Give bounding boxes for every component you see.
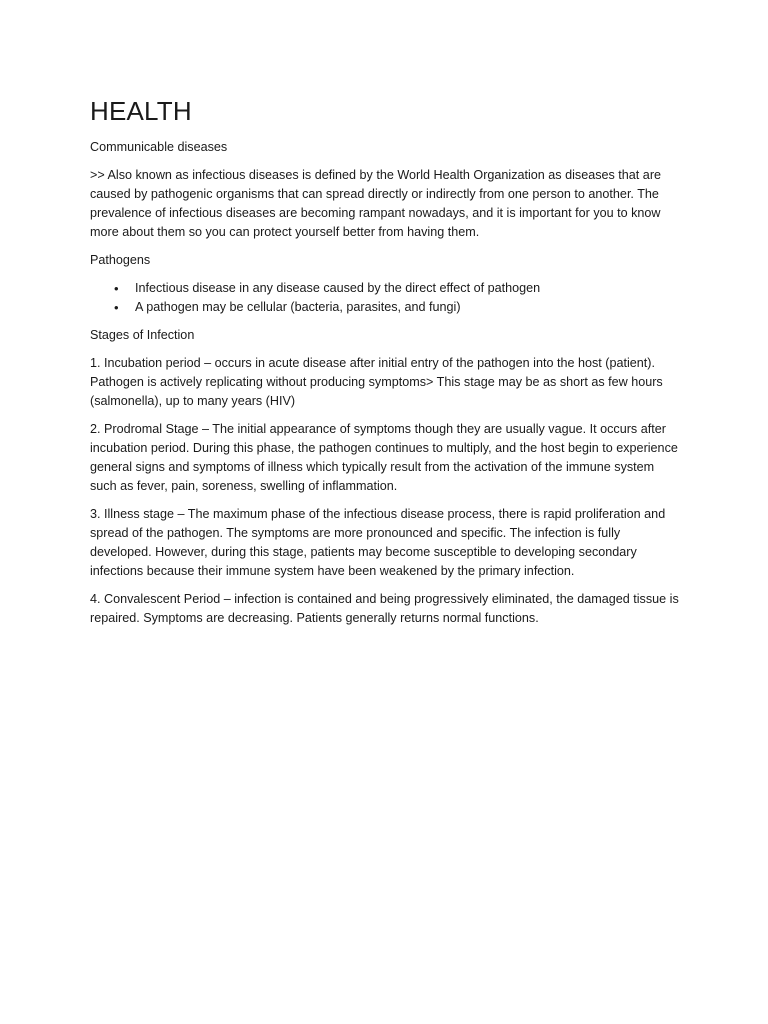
section-heading-stages: Stages of Infection [90,328,195,342]
list-item: • A pathogen may be cellular (bacteria, parasites, and fungi) [135,298,680,317]
stage-convalescent-paragraph: 4. Convalescent Period – infection is contained and being progressively eliminated, the damaged tissue is repaired. Symptoms are decreasing. Patients generally returns normal functions. [90,592,679,625]
pathogens-bullet-list [90,279,680,317]
section-heading-pathogens: Pathogens [90,253,151,267]
stage-prodromal-paragraph: 2. Prodromal Stage – The initial appearance of symptoms though they are usually vague. It occurs after incubation period. During this phase, the pathogen continues to multiply, and the host begin to experience general signs and symptoms of illness which typically result from the activation of the immune system such as fever, pain, soreness, swelling of inflammation. [90,422,678,493]
stage-incubation-paragraph: 1. Incubation period – occurs in acute disease after initial entry of the pathogen into the host (patient). Pathogen is actively replicating without producing symptoms> This stage may be as short as few hours (salmonella), up to many years (HIV) [90,356,663,408]
document-page [90,96,680,637]
document-title: HEALTH [90,96,192,126]
section-heading-communicable: Communicable diseases [90,140,228,154]
list-item: • Infectious disease in any disease caused by the direct effect of pathogen [135,279,680,298]
stage-illness-paragraph: 3. Illness stage – The maximum phase of the infectious disease process, there is rapid proliferation and spread of the pathogen. The symptoms are more pronounced and specific. The infection is fully developed. However, during this stage, patients may become susceptible to developing secondary infections because their immune system have been weakened by the primary infection. [90,507,666,578]
communicable-diseases-paragraph: >> Also known as infectious diseases is defined by the World Health Organization as diseases that are caused by pathogenic organisms that can spread directly or indirectly from one person to another. The prevalence of infectious diseases are becoming rampant nowadays, and it is important for you to know more about them so you can protect yourself better from having them. [90,168,662,239]
